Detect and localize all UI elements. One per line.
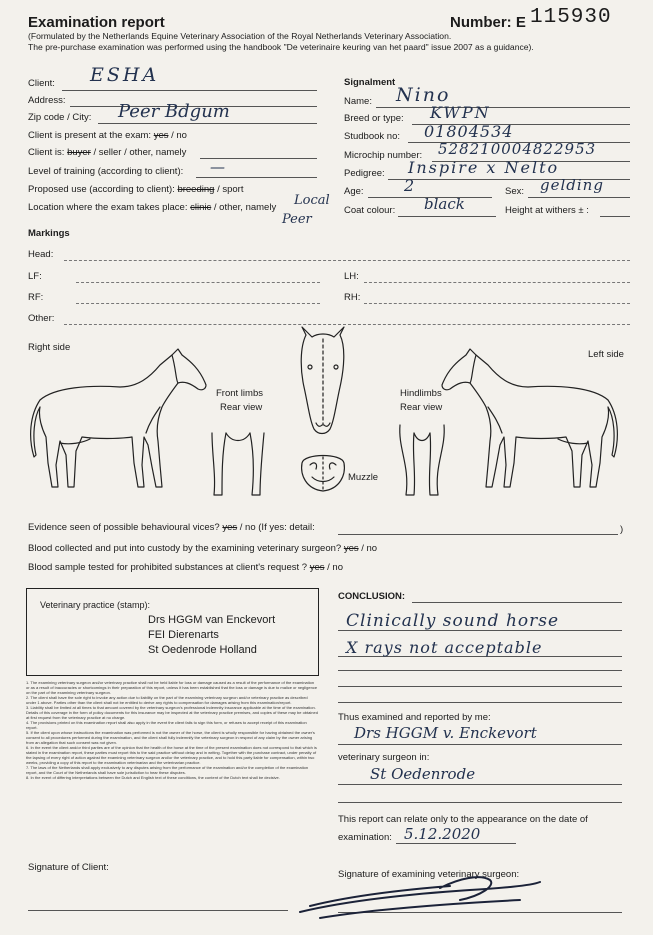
microchip-value: 528210004822953: [438, 140, 597, 158]
report-title: Examination report: [28, 14, 165, 31]
stamp-line-1: Drs HGGM van Enckevort: [148, 614, 276, 626]
vices-detail-line: [338, 534, 618, 535]
exam-date-value: 5.12.2020: [404, 825, 481, 843]
exam-date-line: [396, 843, 516, 844]
sex-line: [528, 197, 630, 198]
right-side-label: Right side: [28, 342, 71, 353]
zip-label: Zip code / City:: [28, 112, 92, 123]
use-label: Proposed use (according to client):: [28, 184, 175, 195]
blood-label: Blood collected and put into custody by the examining veterinary surgeon?: [28, 543, 342, 554]
terms-item: 7. The laws of the Netherlands shall apply exclusively to any disputes arising from the performance of the examination and/or the completion of the examination report, and the Court of the Netherlands shall have sole jurisdiction to hear these disputes.: [26, 765, 309, 775]
breed-value: KWPN: [430, 103, 491, 122]
client-line: [62, 90, 317, 91]
address-label: Address:: [28, 95, 66, 106]
blood-rest: / no: [361, 543, 378, 554]
report-subtitle: (Formulated by the Netherlands Equine Veterinary Association of the Royal Netherlands Veterinary Association.: [28, 31, 452, 41]
markings-head-label: Head:: [28, 249, 54, 260]
client-value: ESHA: [90, 64, 160, 86]
vices-row: [28, 522, 315, 533]
conclusion-text-1: Clinically sound horse: [346, 611, 560, 631]
city-line: [338, 784, 622, 785]
height-label: Height at withers ± :: [505, 205, 589, 216]
location-value: Local: [294, 193, 330, 208]
markings-rh-line: [364, 303, 630, 304]
markings-lh-line: [364, 282, 630, 283]
coat-label: Coat colour:: [344, 205, 396, 216]
report-subtitle-2: The pre-purchase examination was performed using the handbook "De veterinaire keuring van het paard" issue 2007 as a guidance).: [28, 42, 534, 52]
location-row: [28, 202, 276, 213]
surgeon-in-label: veterinary surgeon in:: [338, 752, 430, 763]
thus-label: Thus examined and reported by me:: [338, 712, 491, 723]
coat-value: black: [424, 195, 465, 213]
role-label: Client is:: [28, 147, 65, 158]
markings-lf-label: LF:: [28, 271, 42, 282]
zip-value: Peer Bdgum: [118, 101, 230, 122]
client-label: Client:: [28, 78, 55, 89]
horse-left-side-outline: [442, 349, 617, 487]
markings-other-label: Other:: [28, 313, 55, 324]
conclusion-line-5: [338, 702, 622, 703]
terms-item: 6. In the event the client and/or third parties are of the opinion that the health of the horse at the time of the present examination does not correspond to that which is stated in the examination report, these parties must report this to the said practice without delay and in writing. Together with the purchase contract, under penalty of the lapsing of every right of action against the examining veterinary surgeon and/or the veterinary practice, and to hold this party liable for compensation, within two weeks, providing a copy of this report to the examination veterinarian and the veterinarian practice.: [26, 745, 317, 765]
front-limbs-rear-view: [212, 433, 264, 495]
conclusion-line-0: [412, 602, 622, 603]
vet-signature-label: Signature of examining veterinary surgeon:: [338, 869, 520, 880]
studbook-label: Studbook no:: [344, 131, 400, 142]
training-value: —: [210, 158, 225, 176]
client-signature-label: Signature of Client:: [28, 862, 109, 873]
terms-item: 4. The provisions printed on this examination report shall also apply in the event the client fails to sign this form, or refuses to accept receipt of this examination report.: [26, 720, 307, 730]
terms-item: 1. The examining veterinary surgeon and/or veterinary practice shall not be held liable for loss or damage caused as a result of the performance of the examination or as a result of inaccuracies or shortcomings in their preparation of this report, unless it has been established that the loss or damage is due to malice or negligence on the part of the examining veterinary surgeon.: [26, 680, 318, 695]
report-number-label: Number: E: [450, 14, 526, 31]
role-rest: / seller / other, namely: [93, 147, 187, 158]
sex-value: gelding: [540, 176, 604, 194]
vices-label: Evidence seen of possible behavioural vices?: [28, 522, 220, 533]
horse-diagram: [0, 325, 653, 520]
pedigree-label: Pedigree:: [344, 168, 385, 179]
blood-yes: yes: [343, 543, 359, 554]
signalment-heading: Signalment: [344, 77, 396, 88]
use-breeding: breeding: [177, 184, 215, 195]
location-rest: / other, namely: [213, 202, 277, 213]
name-label: Name:: [344, 96, 372, 107]
vices-yes: yes: [222, 522, 238, 533]
height-line: [600, 216, 630, 217]
stamp-line-2: FEI Dierenarts: [148, 629, 219, 641]
examiner-line: [338, 744, 622, 745]
terms-item: 8. In the event of differing interpretations between the Dutch and English text of these conditions, the content of the Dutch text shall be decisive.: [26, 775, 280, 780]
location-clinic: clinic: [190, 202, 212, 213]
markings-rf-line: [76, 303, 320, 304]
age-value: 2: [404, 176, 415, 195]
vet-signature-scribble: [290, 860, 550, 930]
microchip-label: Microchip number:: [344, 150, 423, 161]
horse-head-front: [301, 327, 344, 434]
conclusion-line-4: [338, 686, 622, 687]
city-value: St Oedenrode: [370, 765, 476, 783]
training-label: Level of training (according to client):: [28, 166, 184, 177]
blood-row: [28, 543, 377, 554]
stamp-line-3: St Oedenrode Holland: [148, 644, 257, 656]
left-side-label: Left side: [588, 349, 624, 360]
vices-end: ): [620, 524, 624, 535]
terms-block: [26, 680, 318, 780]
zip-line: [98, 123, 317, 124]
exam-label: examination:: [338, 832, 392, 843]
hind-limbs-label: Hindlimbs: [400, 388, 442, 399]
hind-rear-label: Rear view: [400, 402, 443, 413]
breed-label: Breed or type:: [344, 113, 404, 124]
role-row: [28, 147, 186, 158]
blank-line: [338, 802, 622, 803]
sex-label: Sex:: [505, 186, 525, 197]
horse-muzzle: [302, 456, 345, 492]
markings-head-line: [64, 260, 630, 261]
use-row: [28, 184, 243, 195]
location-value-2: Peer: [282, 212, 312, 227]
present-yes: yes: [153, 130, 169, 141]
age-label: Age:: [344, 186, 364, 197]
sample-row: [28, 562, 343, 573]
vices-rest: / no (If yes: detail:: [239, 522, 315, 533]
present-rest: / no: [171, 130, 187, 141]
studbook-value: 01804534: [424, 122, 514, 141]
sample-yes: yes: [309, 562, 325, 573]
role-buyer: buyer: [67, 147, 91, 158]
markings-rh-label: RH:: [344, 292, 361, 303]
terms-item: 5. If the client upon whose instructions the examination was performed is not the owner of the horse, the client is wholly responsible for having obtained the owner's consent to all procedures performed during the examination, and the client shall fully indemnify the veterinary surgeon in respect of any claim by the owner arising from an allegation that such consent was not given.: [26, 730, 315, 745]
location-label: Location where the exam takes place:: [28, 202, 188, 213]
horse-right-side-outline: [31, 349, 206, 487]
terms-item: 3. Liability shall be limited at all times to that amount covered by the veterinary surgeon's professional indemnity insurance applicable at the time of the examination. Details of this coverage in the form of policy documents for this insurance may be inspected at the veterinary practice premises, and copies of these may be obtained at first request from the veterinary practice at no charge.: [26, 705, 318, 720]
markings-heading: Markings: [28, 228, 70, 239]
pedigree-value: Inspire x Nelto: [408, 158, 560, 177]
conclusion-line-3: [338, 670, 622, 671]
present-label: Client is present at the exam:: [28, 130, 152, 141]
training-line: [196, 177, 317, 178]
name-line: [376, 107, 630, 108]
conclusion-text-2: X rays not acceptable: [346, 638, 543, 657]
present-row: [28, 130, 187, 141]
client-signature-line: [28, 910, 288, 911]
markings-rf-label: RF:: [28, 292, 44, 303]
report-number: 115930: [530, 6, 612, 29]
conclusion-label: CONCLUSION:: [338, 591, 406, 602]
sample-rest: / no: [327, 562, 343, 573]
coat-line: [398, 216, 496, 217]
stamp-label: Veterinary practice (stamp):: [40, 600, 151, 610]
use-rest: / sport: [217, 184, 244, 195]
markings-lh-label: LH:: [344, 271, 359, 282]
front-rear-label: Rear view: [220, 402, 263, 413]
sample-label: Blood sample tested for prohibited substances at client's request ?: [28, 562, 308, 573]
relate-label: This report can relate only to the appearance on the date of: [338, 814, 588, 825]
markings-lf-line: [76, 282, 320, 283]
terms-item: 2. The client shall have the sole right to invoke any action due to liability on the part of the examining veterinary surgeon and/or veterinary practice as described under 1 above. Parties other than the client shall not be entitled to derive any rights to compensation for damages arising from this examination/report.: [26, 695, 308, 705]
examiner-value: Drs HGGM v. Enckevort: [354, 724, 537, 742]
muzzle-label: Muzzle: [348, 472, 379, 483]
front-limbs-label: Front limbs: [216, 388, 263, 399]
name-value: Nino: [396, 84, 451, 106]
hind-limbs-rear-view: [400, 425, 444, 495]
